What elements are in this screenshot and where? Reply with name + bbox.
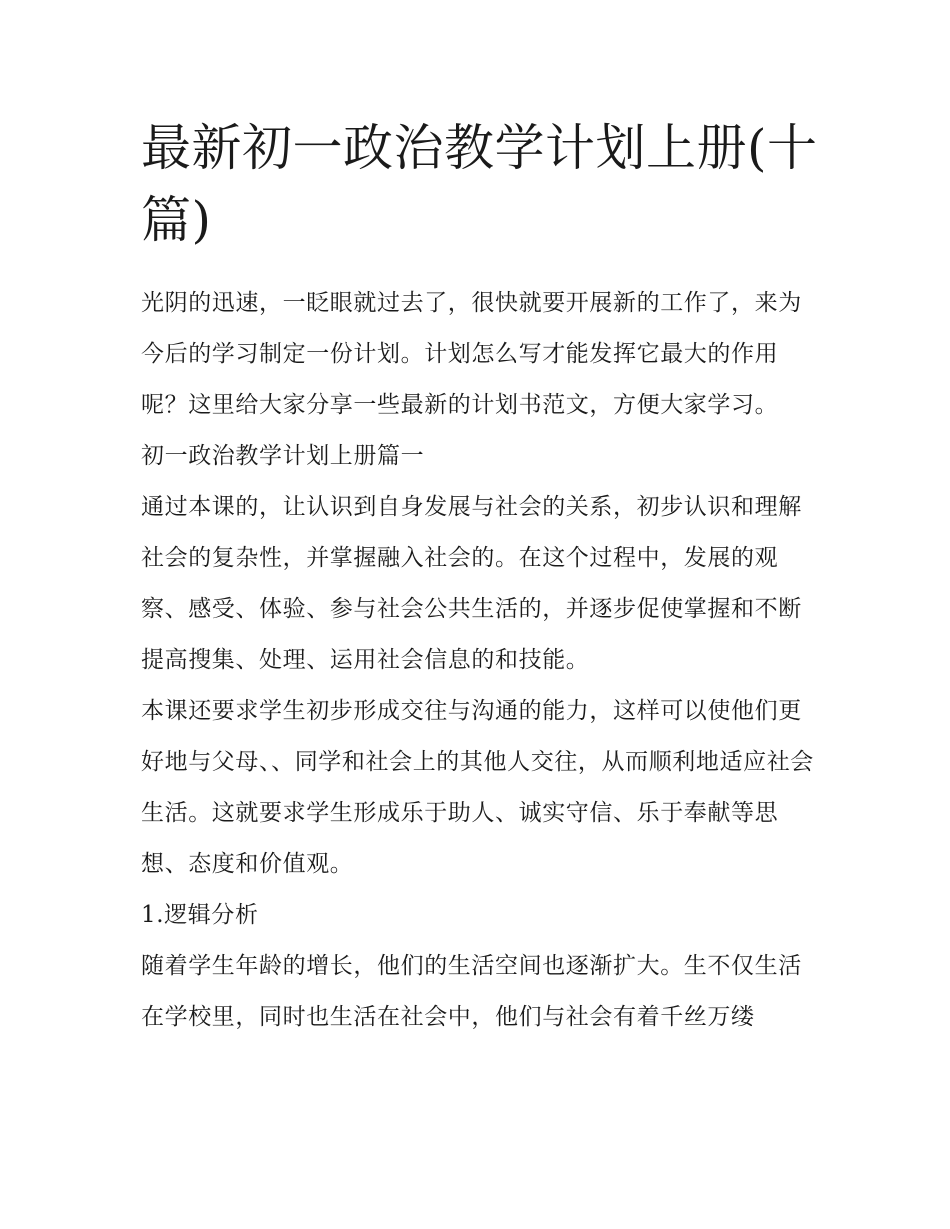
document-body	[141, 112, 821, 1043]
document-title: 最新初一政治教学计划上册(十篇)	[141, 119, 818, 249]
body-paragraph: 本课还要求学生初步形成交往与沟通的能力，这样可以使他们更好地与父母、、同学和社会上的其他人交往，从而顺利地适应社会生活。这就要求学生形成乐于助人、诚实守信、乐于奉献等思想、态度和价值观。	[141, 698, 814, 877]
intro-paragraph: 光阴的迅速，一眨眼就过去了，很快就要开展新的工作了，来为今后的学习制定一份计划。计划怎么写才能发挥它最大的作用呢？这里给大家分享一些最新的计划书范文，方便大家学习。	[141, 290, 802, 418]
body-paragraph: 随着学生年龄的增长，他们的生活空间也逐渐扩大。生不仅生活在学校里，同时也生活在社会中，他们与社会有着千丝万缕	[141, 953, 802, 1030]
subsection-heading: 1.逻辑分析	[141, 902, 259, 928]
section-heading: 初一政治教学计划上册篇一	[141, 443, 425, 469]
body-paragraph: 通过本课的，让认识到自身发展与社会的关系，初步认识和理解社会的复杂性，并掌握融入社会的。在这个过程中，发展的观察、感受、体验、参与社会公共生活的，并逐步促使掌握和不断提高搜集、处理、运用社会信息的和技能。	[141, 494, 802, 673]
